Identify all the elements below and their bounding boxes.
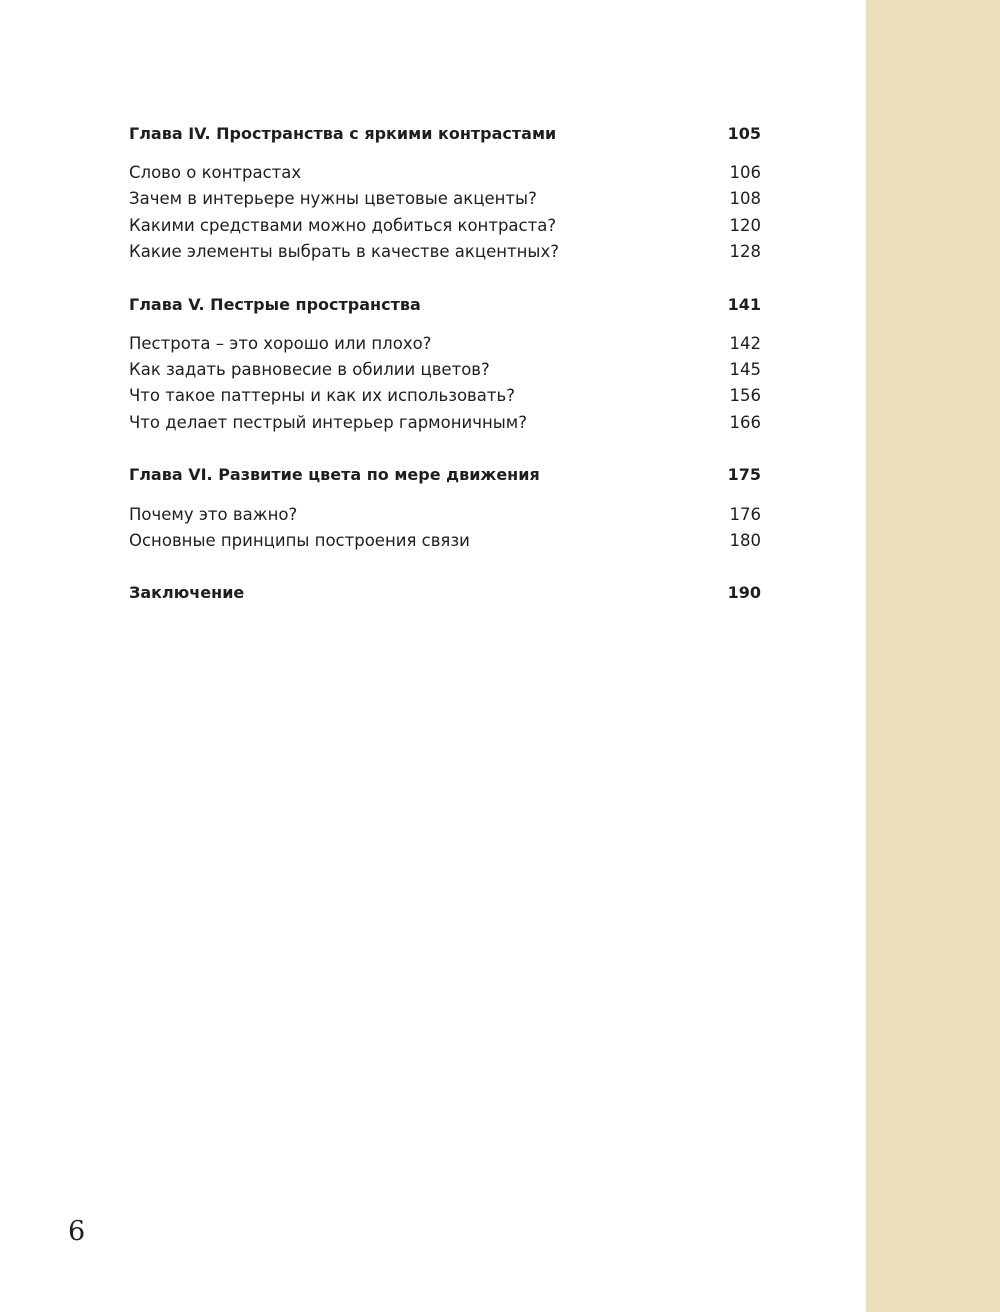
toc-entry-page: 128: [729, 242, 761, 261]
toc-entry-page: 156: [729, 386, 761, 405]
toc-entry[interactable]: [129, 503, 761, 527]
toc-entry[interactable]: [129, 214, 761, 238]
toc-chapter-5[interactable]: [129, 293, 761, 317]
toc-entry[interactable]: [129, 358, 761, 382]
toc-entry[interactable]: [129, 240, 761, 264]
toc-entry-page: 176: [729, 505, 761, 524]
toc-chapter-title: Глава VI. Развитие цвета по мере движения: [129, 465, 540, 484]
toc-conclusion[interactable]: [129, 581, 761, 605]
toc-entry-title: Какие элементы выбрать в качестве акцентных?: [129, 242, 559, 261]
toc-entry-page: 142: [729, 334, 761, 353]
toc-entry-title: Слово о контрастах: [129, 163, 302, 182]
toc-entry-page: 145: [729, 360, 761, 379]
toc-chapter-page: 175: [727, 465, 761, 484]
side-color-band: [866, 0, 1000, 1312]
toc-entry[interactable]: [129, 529, 761, 553]
page-number: 6: [68, 1216, 86, 1247]
toc-entry-title: Основные принципы построения связи: [129, 531, 470, 550]
toc-entry[interactable]: [129, 384, 761, 408]
toc-chapter-4[interactable]: [129, 122, 761, 146]
toc-chapter-title: Глава IV. Пространства с яркими контрастами: [129, 124, 557, 143]
toc-entry-page: 106: [729, 163, 761, 182]
toc-entry[interactable]: [129, 332, 761, 356]
toc-entry[interactable]: [129, 411, 761, 435]
toc-entry[interactable]: [129, 187, 761, 211]
toc-entry-title: Какими средствами можно добиться контраста?: [129, 216, 557, 235]
toc-entry-page: 120: [729, 216, 761, 235]
toc-chapter-title: Глава V. Пестрые пространства: [129, 295, 421, 314]
toc-entry-title: Почему это важно?: [129, 505, 298, 524]
toc-entry-page: 108: [729, 189, 761, 208]
toc-entry-page: 180: [729, 531, 761, 550]
toc-entry-title: Пестрота – это хорошо или плохо?: [129, 334, 432, 353]
toc-chapter-6[interactable]: [129, 463, 761, 487]
toc-entry-title: Зачем в интерьере нужны цветовые акценты?: [129, 189, 537, 208]
toc-entry-page: 166: [729, 413, 761, 432]
toc-entry-title: Как задать равновесие в обилии цветов?: [129, 360, 490, 379]
toc-chapter-title: Заключение: [129, 583, 245, 602]
toc-entry[interactable]: [129, 161, 761, 185]
toc-chapter-page: 141: [727, 295, 761, 314]
toc-entry-title: Что делает пестрый интерьер гармоничным?: [129, 413, 527, 432]
toc-chapter-page: 190: [727, 583, 761, 602]
toc-entry-title: Что такое паттерны и как их использовать?: [129, 386, 515, 405]
toc-chapter-page: 105: [727, 124, 761, 143]
